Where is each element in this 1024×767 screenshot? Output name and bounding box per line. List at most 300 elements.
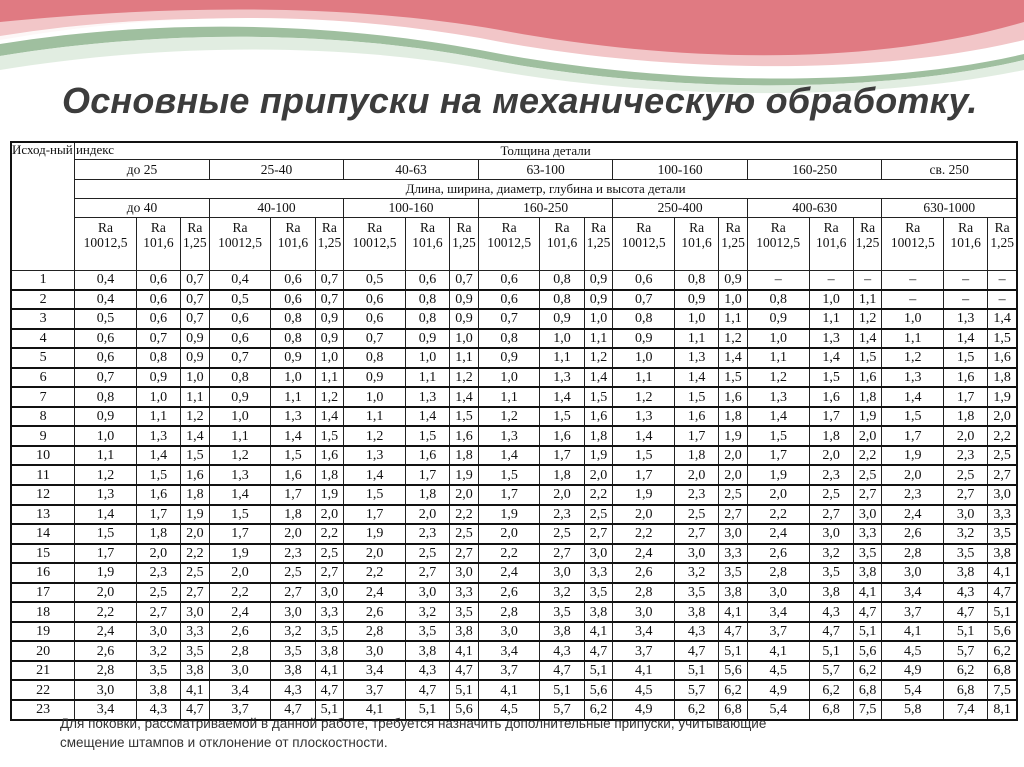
allowance-cell: 1,0 bbox=[75, 426, 137, 446]
allowance-cell: 1,1 bbox=[315, 368, 344, 388]
allowance-cell: 3,4 bbox=[882, 583, 944, 603]
allowance-cell: 1,4 bbox=[719, 348, 748, 368]
allowance-cell: 1,3 bbox=[136, 426, 180, 446]
allowance-cell: 1,6 bbox=[584, 407, 613, 427]
allowance-cell: 1,8 bbox=[584, 426, 613, 446]
allowance-cell: 2,6 bbox=[747, 544, 809, 564]
allowance-cell: 5,7 bbox=[944, 641, 988, 661]
allowance-cell: 2,8 bbox=[75, 661, 137, 681]
row-index-cell: 20 bbox=[11, 641, 75, 661]
allowance-cell: 0,7 bbox=[315, 290, 344, 310]
allowance-cell: 3,3 bbox=[180, 622, 209, 642]
allowance-cell: 3,0 bbox=[271, 602, 315, 622]
allowance-cell: 1,1 bbox=[809, 309, 853, 329]
allowance-cell: 1,7 bbox=[209, 524, 271, 544]
allowance-cell: 5,1 bbox=[405, 700, 449, 720]
allowance-cell: 3,7 bbox=[344, 680, 406, 700]
thickness-range: 160-250 bbox=[747, 160, 882, 180]
allowance-cell: 2,7 bbox=[719, 505, 748, 525]
allowance-cell: 3,5 bbox=[719, 563, 748, 583]
allowance-cell: 2,4 bbox=[613, 544, 675, 564]
allowance-cell: 1,3 bbox=[209, 465, 271, 485]
roughness-header: Ra 101,6 bbox=[809, 218, 853, 271]
allowance-cell: 1,0 bbox=[405, 348, 449, 368]
allowance-cell: 3,5 bbox=[540, 602, 584, 622]
allowance-cell: 4,7 bbox=[450, 661, 479, 681]
allowance-cell: 0,6 bbox=[136, 290, 180, 310]
table-row bbox=[11, 387, 1017, 407]
allowance-cell: 2,4 bbox=[478, 563, 540, 583]
thickness-ranges-row bbox=[11, 160, 1017, 180]
allowance-cell: 1,2 bbox=[719, 329, 748, 349]
allowance-cell: 0,4 bbox=[75, 271, 137, 290]
allowance-cell: 1,1 bbox=[75, 446, 137, 466]
allowance-cell: – bbox=[988, 271, 1017, 290]
allowance-cell: 2,2 bbox=[180, 544, 209, 564]
row-index-cell: 23 bbox=[11, 700, 75, 720]
allowance-cell: 6,8 bbox=[853, 680, 882, 700]
allowance-cell: 3,5 bbox=[584, 583, 613, 603]
allowance-cell: 1,2 bbox=[882, 348, 944, 368]
row-index-cell: 2 bbox=[11, 290, 75, 310]
roughness-header: Ra 10012,5 bbox=[747, 218, 809, 271]
allowance-cell: 1,5 bbox=[853, 348, 882, 368]
allowance-cell: 4,3 bbox=[405, 661, 449, 681]
allowance-cell: 4,1 bbox=[988, 563, 1017, 583]
allowance-cell: 1,1 bbox=[853, 290, 882, 310]
allowance-cell: 1,2 bbox=[75, 465, 137, 485]
allowance-cell: 0,9 bbox=[747, 309, 809, 329]
allowance-cell: 1,0 bbox=[613, 348, 675, 368]
allowance-cell: 0,9 bbox=[136, 368, 180, 388]
allowance-cell: 2,7 bbox=[450, 544, 479, 564]
thickness-range: 25-40 bbox=[209, 160, 344, 180]
allowance-cell: 1,1 bbox=[540, 348, 584, 368]
length-range: 40-100 bbox=[209, 199, 344, 218]
thickness-range: до 25 bbox=[75, 160, 210, 180]
allowance-cell: 2,2 bbox=[315, 524, 344, 544]
allowance-cell: 0,8 bbox=[136, 348, 180, 368]
allowance-cell: 6,8 bbox=[809, 700, 853, 720]
allowance-cell: 3,0 bbox=[809, 524, 853, 544]
allowance-cell: 2,7 bbox=[136, 602, 180, 622]
allowance-cell: 2,6 bbox=[613, 563, 675, 583]
table-row bbox=[11, 485, 1017, 505]
allowance-cell: 4,1 bbox=[853, 583, 882, 603]
allowance-cell: 4,3 bbox=[136, 700, 180, 720]
table-row bbox=[11, 602, 1017, 622]
allowance-cell: 1,0 bbox=[809, 290, 853, 310]
allowance-cell: 4,3 bbox=[944, 583, 988, 603]
allowance-cell: 2,5 bbox=[988, 446, 1017, 466]
allowance-cell: – bbox=[882, 271, 944, 290]
allowance-cell: 2,0 bbox=[315, 505, 344, 525]
roughness-header: Ra 101,6 bbox=[540, 218, 584, 271]
allowance-cell: 1,9 bbox=[584, 446, 613, 466]
slide-caption bbox=[60, 714, 960, 752]
allowance-cell: 1,8 bbox=[944, 407, 988, 427]
allowance-cell: 1,3 bbox=[344, 446, 406, 466]
allowance-cell: 2,3 bbox=[540, 505, 584, 525]
allowance-cell: 2,5 bbox=[136, 583, 180, 603]
allowance-cell: 1,3 bbox=[478, 426, 540, 446]
allowance-cell: 4,1 bbox=[584, 622, 613, 642]
table-row bbox=[11, 271, 1017, 290]
allowance-cell: 1,5 bbox=[719, 368, 748, 388]
row-index-cell: 21 bbox=[11, 661, 75, 681]
row-index-cell: 14 bbox=[11, 524, 75, 544]
allowance-cell: 2,5 bbox=[853, 465, 882, 485]
allowance-cell: 0,5 bbox=[209, 290, 271, 310]
row-index-cell: 6 bbox=[11, 368, 75, 388]
row-index-cell: 4 bbox=[11, 329, 75, 349]
allowance-cell: 2,2 bbox=[344, 563, 406, 583]
row-index-cell: 11 bbox=[11, 465, 75, 485]
allowance-cell: 1,8 bbox=[180, 485, 209, 505]
allowance-cell: 0,4 bbox=[75, 290, 137, 310]
table-row bbox=[11, 505, 1017, 525]
table-row bbox=[11, 465, 1017, 485]
allowance-cell: 1,4 bbox=[988, 309, 1017, 329]
allowance-cell: 1,8 bbox=[405, 485, 449, 505]
allowance-cell: 6,8 bbox=[719, 700, 748, 720]
roughness-header: Ra 101,6 bbox=[675, 218, 719, 271]
roughness-header: Ra 1,25 bbox=[719, 218, 748, 271]
allowance-cell: 2,7 bbox=[584, 524, 613, 544]
allowance-cell: 1,3 bbox=[613, 407, 675, 427]
allowance-cell: 2,5 bbox=[405, 544, 449, 564]
roughness-header: Ra 101,6 bbox=[944, 218, 988, 271]
allowance-cell: 2,5 bbox=[675, 505, 719, 525]
allowance-cell: 1,6 bbox=[315, 446, 344, 466]
allowance-cell: 2,7 bbox=[271, 583, 315, 603]
row-index-cell: 7 bbox=[11, 387, 75, 407]
allowance-cell: 4,1 bbox=[747, 641, 809, 661]
allowance-cell: 5,6 bbox=[719, 661, 748, 681]
allowance-cell: 1,9 bbox=[180, 505, 209, 525]
allowance-cell: 3,0 bbox=[315, 583, 344, 603]
allowance-cell: 1,0 bbox=[136, 387, 180, 407]
allowance-cell: 1,4 bbox=[344, 465, 406, 485]
allowance-cell: 4,3 bbox=[675, 622, 719, 642]
allowance-cell: 5,1 bbox=[315, 700, 344, 720]
allowance-cell: 1,6 bbox=[809, 387, 853, 407]
allowance-cell: 1,9 bbox=[988, 387, 1017, 407]
allowance-cell: 6,2 bbox=[853, 661, 882, 681]
allowance-cell: 5,4 bbox=[747, 700, 809, 720]
allowance-cell: 2,3 bbox=[882, 485, 944, 505]
thickness-range: 63-100 bbox=[478, 160, 613, 180]
allowance-cell: 2,0 bbox=[882, 465, 944, 485]
roughness-header: Ra 1,25 bbox=[853, 218, 882, 271]
allowance-cell: 3,8 bbox=[271, 661, 315, 681]
allowance-cell: 2,0 bbox=[450, 485, 479, 505]
allowance-cell: 4,3 bbox=[809, 602, 853, 622]
allowance-cell: 1,6 bbox=[853, 368, 882, 388]
allowance-cell: 1,4 bbox=[540, 387, 584, 407]
allowance-cell: 4,1 bbox=[180, 680, 209, 700]
length-range: 100-160 bbox=[344, 199, 479, 218]
allowance-cell: 2,2 bbox=[747, 505, 809, 525]
allowance-cell: – bbox=[747, 271, 809, 290]
allowance-cell: 1,3 bbox=[675, 348, 719, 368]
allowance-cell: 1,4 bbox=[675, 368, 719, 388]
allowance-cell: 3,8 bbox=[853, 563, 882, 583]
allowance-cell: 2,4 bbox=[882, 505, 944, 525]
allowance-cell: 1,6 bbox=[271, 465, 315, 485]
allowance-cell: 0,9 bbox=[478, 348, 540, 368]
allowance-cell: 0,6 bbox=[75, 348, 137, 368]
allowance-cell: 7,5 bbox=[988, 680, 1017, 700]
allowance-cell: 1,8 bbox=[719, 407, 748, 427]
allowance-cell: 1,8 bbox=[988, 368, 1017, 388]
allowance-cell: 0,9 bbox=[450, 309, 479, 329]
allowance-cell: 4,1 bbox=[450, 641, 479, 661]
allowance-cell: 1,0 bbox=[450, 329, 479, 349]
allowance-cell: 2,5 bbox=[540, 524, 584, 544]
allowance-cell: 3,0 bbox=[540, 563, 584, 583]
allowance-cell: 6,2 bbox=[809, 680, 853, 700]
allowance-cell: 2,0 bbox=[719, 465, 748, 485]
allowance-cell: 1,2 bbox=[344, 426, 406, 446]
allowance-cell: 1,8 bbox=[809, 426, 853, 446]
allowance-cell: 1,0 bbox=[180, 368, 209, 388]
allowance-cell: 2,2 bbox=[478, 544, 540, 564]
allowance-cell: 1,6 bbox=[540, 426, 584, 446]
allowance-cell: 1,5 bbox=[675, 387, 719, 407]
allowance-cell: 2,0 bbox=[478, 524, 540, 544]
length-ranges-row bbox=[11, 199, 1017, 218]
allowance-cell: 1,5 bbox=[344, 485, 406, 505]
allowance-cell: 2,5 bbox=[180, 563, 209, 583]
allowance-cell: 2,3 bbox=[136, 563, 180, 583]
allowance-cell: 1,5 bbox=[747, 426, 809, 446]
allowance-cell: 1,5 bbox=[478, 465, 540, 485]
allowance-cell: 1,6 bbox=[450, 426, 479, 446]
allowance-cell: 0,6 bbox=[136, 271, 180, 290]
allowance-cell: 0,6 bbox=[209, 329, 271, 349]
caption-line-1: Для поковки, рассматриваемой в данной работе, требуется назначить дополнительные припуски, учитывающие bbox=[60, 716, 767, 731]
allowance-cell: 2,0 bbox=[988, 407, 1017, 427]
allowance-cell: 3,5 bbox=[853, 544, 882, 564]
length-range: до 40 bbox=[75, 199, 210, 218]
allowance-cell: 4,1 bbox=[882, 622, 944, 642]
allowance-cell: 1,7 bbox=[75, 544, 137, 564]
allowance-cell: 1,5 bbox=[882, 407, 944, 427]
allowance-cell: 0,6 bbox=[136, 309, 180, 329]
allowance-cell: 1,4 bbox=[809, 348, 853, 368]
allowance-cell: 5,7 bbox=[809, 661, 853, 681]
allowance-cell: 0,8 bbox=[344, 348, 406, 368]
allowance-cell: – bbox=[944, 290, 988, 310]
allowance-cell: 4,5 bbox=[882, 641, 944, 661]
allowance-cell: – bbox=[809, 271, 853, 290]
allowance-cell: 4,1 bbox=[719, 602, 748, 622]
allowance-cell: 2,0 bbox=[584, 465, 613, 485]
allowance-cell: 1,9 bbox=[882, 446, 944, 466]
allowance-cell: 3,5 bbox=[180, 641, 209, 661]
roughness-header: Ra 1,25 bbox=[315, 218, 344, 271]
allowance-cell: 3,0 bbox=[209, 661, 271, 681]
roughness-header: Ra 1,25 bbox=[988, 218, 1017, 271]
allowance-cell: 1,3 bbox=[809, 329, 853, 349]
allowance-cell: 1,6 bbox=[405, 446, 449, 466]
allowance-cell: 1,0 bbox=[344, 387, 406, 407]
allowance-cell: 2,0 bbox=[613, 505, 675, 525]
allowance-cell: 1,9 bbox=[478, 505, 540, 525]
allowance-cell: 0,9 bbox=[584, 290, 613, 310]
allowance-cell: 2,0 bbox=[180, 524, 209, 544]
allowance-cell: 3,0 bbox=[405, 583, 449, 603]
allowance-cell: 0,6 bbox=[344, 309, 406, 329]
allowance-cell: 1,7 bbox=[747, 446, 809, 466]
allowance-cell: 0,8 bbox=[209, 368, 271, 388]
allowance-cell: 1,1 bbox=[584, 329, 613, 349]
row-index-cell: 10 bbox=[11, 446, 75, 466]
allowance-cell: 4,7 bbox=[988, 583, 1017, 603]
allowance-cell: 4,7 bbox=[719, 622, 748, 642]
allowance-cell: 3,4 bbox=[75, 700, 137, 720]
allowance-cell: 1,4 bbox=[271, 426, 315, 446]
allowance-cell: 1,3 bbox=[747, 387, 809, 407]
allowance-cell: 1,0 bbox=[271, 368, 315, 388]
allowance-cell: 4,7 bbox=[584, 641, 613, 661]
allowance-cell: 1,1 bbox=[271, 387, 315, 407]
allowance-cell: 1,5 bbox=[209, 505, 271, 525]
allowance-cell: 0,7 bbox=[75, 368, 137, 388]
allowance-cell: 0,9 bbox=[315, 329, 344, 349]
allowance-cell: 2,3 bbox=[675, 485, 719, 505]
allowance-cell: 3,3 bbox=[988, 505, 1017, 525]
length-range: 160-250 bbox=[478, 199, 613, 218]
allowance-cell: 1,9 bbox=[450, 465, 479, 485]
allowance-cell: 1,9 bbox=[315, 485, 344, 505]
allowance-cell: 8,1 bbox=[988, 700, 1017, 720]
allowance-cell: 1,4 bbox=[405, 407, 449, 427]
dimension-title: Длина, ширина, диаметр, глубина и высота детали bbox=[75, 180, 1017, 199]
allowance-cell: 1,4 bbox=[75, 505, 137, 525]
allowance-cell: 0,7 bbox=[209, 348, 271, 368]
roughness-header: Ra 1,25 bbox=[584, 218, 613, 271]
allowance-cell: 3,2 bbox=[136, 641, 180, 661]
allowance-cell: 1,2 bbox=[478, 407, 540, 427]
allowance-cell: 2,2 bbox=[988, 426, 1017, 446]
allowance-cell: 1,5 bbox=[540, 407, 584, 427]
allowance-cell: 3,4 bbox=[613, 622, 675, 642]
allowance-cell: 3,3 bbox=[719, 544, 748, 564]
allowance-cell: 1,4 bbox=[944, 329, 988, 349]
roughness-header: Ra 10012,5 bbox=[613, 218, 675, 271]
allowance-cell: 5,6 bbox=[853, 641, 882, 661]
table-row bbox=[11, 348, 1017, 368]
allowance-cell: 1,4 bbox=[584, 368, 613, 388]
allowance-cell: 2,4 bbox=[75, 622, 137, 642]
allowance-cell: 0,7 bbox=[315, 271, 344, 290]
allowance-cell: 1,4 bbox=[853, 329, 882, 349]
allowance-cell: 0,8 bbox=[747, 290, 809, 310]
roughness-header-row bbox=[11, 218, 1017, 271]
allowance-cell: 0,7 bbox=[478, 309, 540, 329]
allowance-cell: 1,0 bbox=[540, 329, 584, 349]
allowance-cell: 1,8 bbox=[540, 465, 584, 485]
allowance-cell: 1,6 bbox=[988, 348, 1017, 368]
allowance-cell: 0,7 bbox=[613, 290, 675, 310]
row-index-cell: 13 bbox=[11, 505, 75, 525]
allowance-cell: 0,8 bbox=[478, 329, 540, 349]
allowance-cell: – bbox=[882, 290, 944, 310]
allowance-cell: 1,2 bbox=[747, 368, 809, 388]
allowance-cell: 4,7 bbox=[809, 622, 853, 642]
allowance-cell: 6,2 bbox=[584, 700, 613, 720]
allowance-cell: 2,8 bbox=[478, 602, 540, 622]
allowance-cell: 1,5 bbox=[613, 446, 675, 466]
allowance-cell: 3,3 bbox=[584, 563, 613, 583]
allowance-cell: 2,0 bbox=[675, 465, 719, 485]
allowance-cell: 1,2 bbox=[315, 387, 344, 407]
allowance-cell: 4,3 bbox=[271, 680, 315, 700]
index-header: Исход-ный индекс bbox=[11, 142, 75, 271]
allowance-cell: 0,6 bbox=[405, 271, 449, 290]
allowance-cell: 1,4 bbox=[209, 485, 271, 505]
allowance-cell: 2,6 bbox=[209, 622, 271, 642]
allowance-cell: 1,2 bbox=[584, 348, 613, 368]
allowance-cell: 1,1 bbox=[747, 348, 809, 368]
allowance-cell: 1,7 bbox=[809, 407, 853, 427]
allowance-cell: 0,8 bbox=[540, 271, 584, 290]
allowance-cell: 1,9 bbox=[75, 563, 137, 583]
allowance-cell: 0,8 bbox=[271, 329, 315, 349]
allowance-cell: 1,7 bbox=[675, 426, 719, 446]
allowance-cell: 1,6 bbox=[675, 407, 719, 427]
thickness-title-row bbox=[11, 142, 1017, 160]
allowance-cell: 2,0 bbox=[75, 583, 137, 603]
allowance-cell: 3,5 bbox=[136, 661, 180, 681]
allowance-cell: 2,0 bbox=[719, 446, 748, 466]
table-row bbox=[11, 641, 1017, 661]
allowance-cell: 2,0 bbox=[405, 505, 449, 525]
allowance-cell: 0,5 bbox=[75, 309, 137, 329]
row-index-cell: 1 bbox=[11, 271, 75, 290]
allowance-cell: 4,7 bbox=[675, 641, 719, 661]
allowance-cell: 1,5 bbox=[809, 368, 853, 388]
allowance-cell: 0,9 bbox=[344, 368, 406, 388]
allowance-cell: 5,1 bbox=[450, 680, 479, 700]
caption-line-2: смещение штампов и отклонение от плоскостности. bbox=[60, 735, 388, 750]
row-index-cell: 8 bbox=[11, 407, 75, 427]
allowance-cell: 4,1 bbox=[478, 680, 540, 700]
allowance-cell: 0,6 bbox=[271, 290, 315, 310]
allowance-cell: 0,8 bbox=[75, 387, 137, 407]
roughness-header: Ra 10012,5 bbox=[882, 218, 944, 271]
allowance-cell: 5,1 bbox=[809, 641, 853, 661]
allowance-cell: 2,7 bbox=[853, 485, 882, 505]
allowance-cell: 1,3 bbox=[540, 368, 584, 388]
allowance-cell: 2,2 bbox=[853, 446, 882, 466]
length-range: 630-1000 bbox=[882, 199, 1017, 218]
allowance-cell: 2,0 bbox=[209, 563, 271, 583]
allowance-cell: 4,5 bbox=[747, 661, 809, 681]
allowance-cell: 1,7 bbox=[882, 426, 944, 446]
allowance-cell: 1,8 bbox=[675, 446, 719, 466]
allowance-cell: 1,1 bbox=[405, 368, 449, 388]
allowance-cell: 2,0 bbox=[344, 544, 406, 564]
allowance-cell: 1,2 bbox=[209, 446, 271, 466]
table-row bbox=[11, 290, 1017, 310]
allowance-cell: 3,8 bbox=[675, 602, 719, 622]
allowance-cell: 1,3 bbox=[75, 485, 137, 505]
allowance-cell: 0,9 bbox=[719, 271, 748, 290]
allowance-cell: 0,6 bbox=[344, 290, 406, 310]
